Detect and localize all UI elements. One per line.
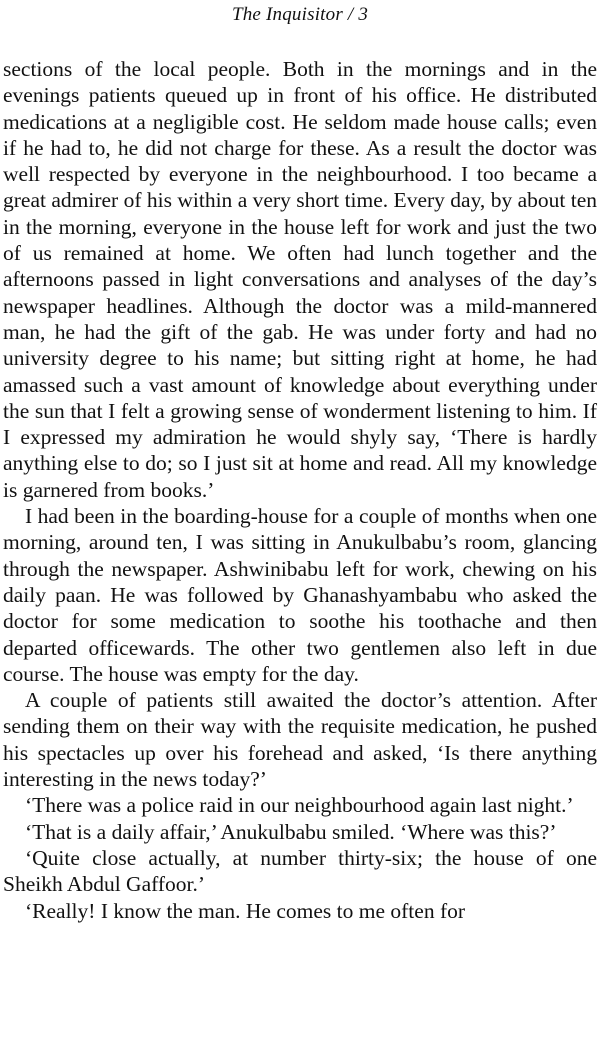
paragraph-continues: ‘Really! I know the man. He comes to me often for (25, 898, 466, 923)
paragraph: ‘There was a police raid in our neighbourhood again last night.’ (25, 793, 574, 818)
paragraph-continued: sections of the local people. Both in the mornings and in the evenings patients queued up in front of his office. He distributed medications at a negligible cost. He seldom made house calls; even if he had to, he did not charge for these. As a result the doctor was well respected by everyone in the neighbourhood. I too became a great admirer of his within a very short time. Every day, by about ten in the morning, everyone in the house left for work and just the two of us remained at home. We often had lunch together and the afternoons passed in light conversations and analyses of the day’s newspaper headlines. Although the doctor was a mild-mannered man, he had the gift of the gab. He was under forty and had no university degree to his name; but sitting right at home, he had amassed such a vast amount of knowledge about everything under the sun that I felt a growing sense of wonderment listening to him. If I expressed my admiration he would shyly say, ‘There is hardly anything else to do; so I just sit at home and read. All my knowledge is garnered from books.’ (3, 57, 597, 502)
paragraph: ‘Quite close actually, at number thirty-six; the house of one Sheikh Abdul Gaffoor.’ (3, 845, 597, 897)
paragraph: I had been in the boarding-house for a couple of months when one morning, around ten, I was sitting in Anukulbabu’s room, glancing through the newspaper. Ashwinibabu left for work, chewing on his daily paan. He was followed by Ghanashyambabu who asked the doctor for some medication to soothe his toothache and then departed officewards. The other two gentlemen also left in due course. The house was empty for the day. (3, 504, 597, 686)
paragraph: A couple of patients still awaited the doctor’s attention. After sending them on their way with the requisite medication, he pushed his spectacles up over his forehead and asked, ‘Is there anything interesting in the news today?’ (3, 688, 597, 792)
running-header: The Inquisitor / 3 (231, 4, 369, 25)
page-body (3, 56, 597, 924)
paragraph: ‘That is a daily affair,’ Anukulbabu smiled. ‘Where was this?’ (25, 819, 557, 844)
